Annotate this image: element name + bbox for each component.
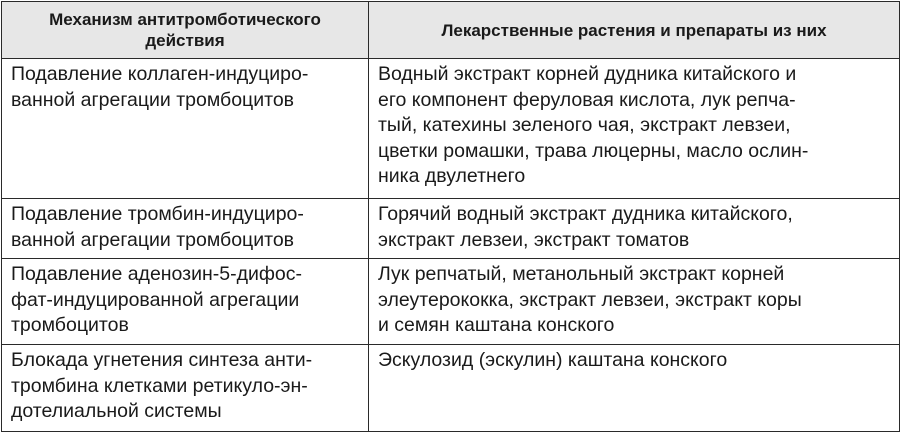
remedies-cell [369, 259, 900, 345]
cell-line: Эскулозид (эскулин) каштана конского [378, 349, 728, 371]
cell-line: тромбоцитов [11, 314, 129, 336]
table-row [2, 199, 900, 259]
cell-line: и семян каштана конского [378, 314, 615, 336]
table-row [2, 59, 900, 199]
cell-line: Водный экстракт корней дудника китайского и [378, 63, 797, 85]
header-line: Лекарственные растения и препараты из них [441, 20, 827, 40]
cell-line: Подавление коллаген-индуциро- [11, 63, 309, 85]
cell-line: Блокада угнетения синтеза анти- [11, 349, 313, 371]
header-line: Механизм антитромботического [49, 10, 321, 29]
cell-line: элеутерококка, экстракт левзеи, экстракт коры [378, 288, 802, 311]
header-remedies [369, 2, 900, 59]
table-row [2, 345, 900, 432]
cell-line: дотелиальной системы [11, 400, 222, 422]
cell-line: ванной агрегации тромбоцитов [11, 88, 295, 111]
cell-line: Подавление тромбин-индуциро- [11, 203, 304, 225]
header-line: действия [145, 31, 225, 50]
mechanism-cell [2, 259, 369, 345]
cell-line: его компонент феруловая кислота, лук репча- [378, 88, 796, 111]
cell-line: цветки ромашки, трава люцерны, масло ослин- [378, 139, 809, 162]
remedies-cell [369, 59, 900, 199]
header-row [2, 2, 900, 59]
mechanism-cell [2, 345, 369, 432]
mechanism-cell [2, 59, 369, 199]
header-mechanism [2, 2, 369, 59]
table-row [2, 259, 900, 345]
cell-line: фат-индуцированной агрегации [11, 288, 300, 311]
cell-line: Лук репчатый, метанольный экстракт корней [378, 263, 785, 285]
remedies-cell [369, 199, 900, 259]
cell-line: ванной агрегации тромбоцитов [11, 228, 295, 251]
cell-line: ника двулетнего [378, 165, 526, 187]
cell-line: экстракт левзеи, экстракт томатов [378, 228, 690, 251]
cell-line: тромбина клетками ретикуло-эн- [11, 374, 308, 397]
cell-line: тый, катехины зеленого чая, экстракт левзеи, [378, 114, 791, 136]
remedies-cell [369, 345, 900, 432]
mechanism-cell [2, 199, 369, 259]
cell-line: Горячий водный экстракт дудника китайского, [378, 203, 793, 225]
antithrombotic-table [1, 1, 900, 432]
cell-line: Подавление аденозин-5-дифос- [11, 263, 303, 285]
